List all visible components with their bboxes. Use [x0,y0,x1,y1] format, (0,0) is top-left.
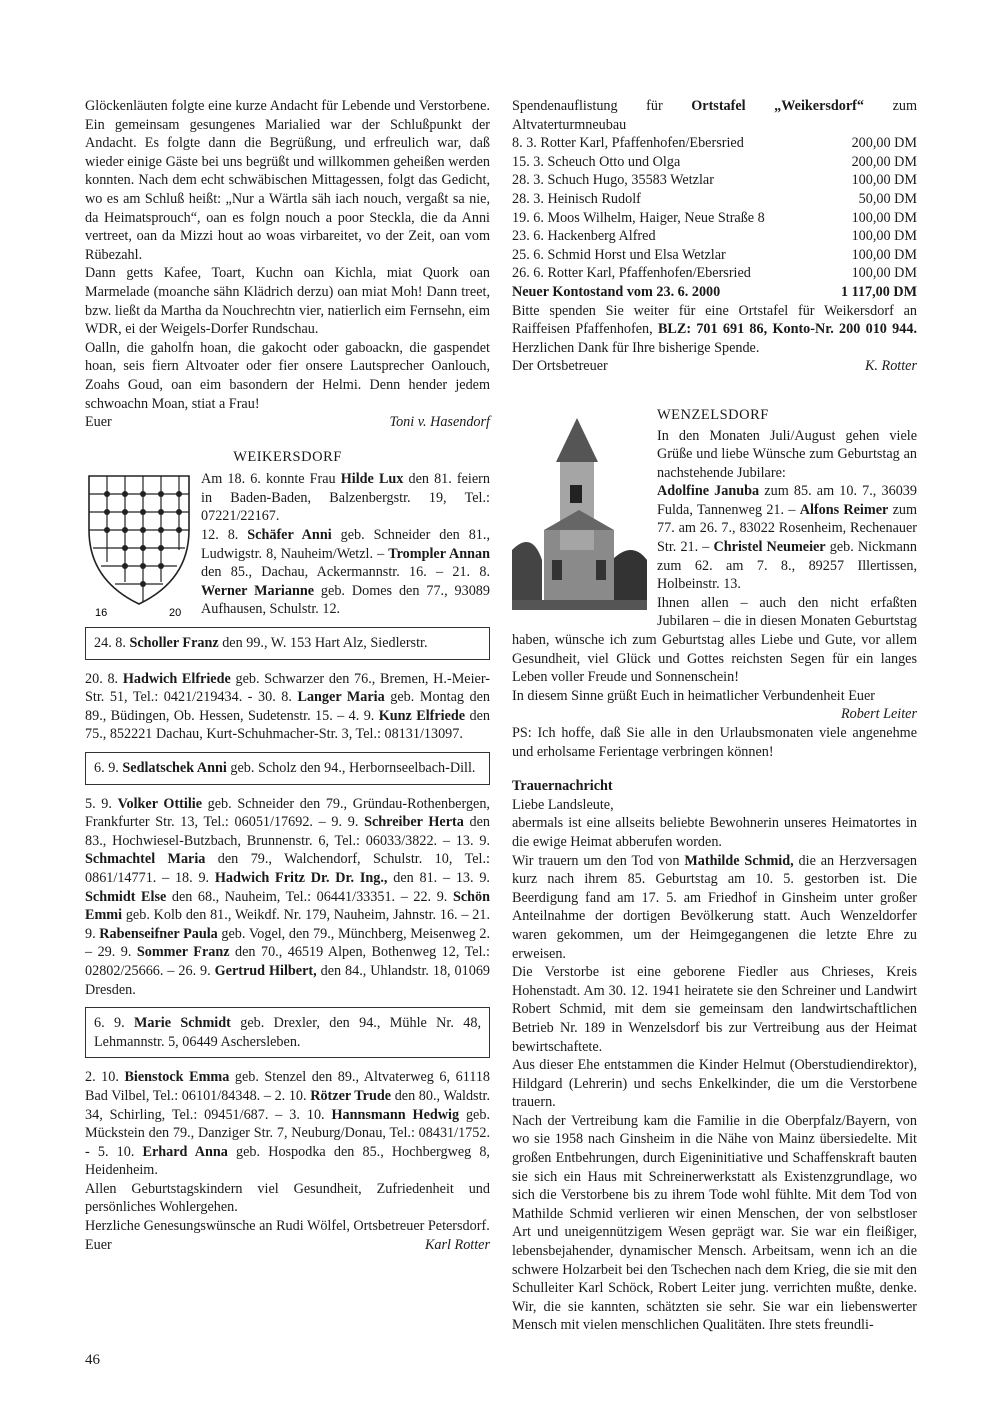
section-title-wenzelsdorf: WENZELSDORF [657,406,769,423]
closing-text: Euer [85,1236,112,1253]
donation-table [512,134,917,301]
donation-intro: Spendenauflistung für Ortstafel „Weikersdorf“ zum Altvaterturmneubau [512,98,917,133]
donation-amount: 100,00 DM [851,246,917,263]
signature: Karl Rotter [424,1236,490,1253]
donation-entry: 15. 3. Scheuch Otto und Olga [512,153,681,170]
signature-line [85,1236,490,1255]
donation-total-row [512,283,917,302]
donation-entry: 23. 6. Hackenberg Alfred [512,228,656,245]
donation-row [512,246,917,265]
intro-paragraph: Glöckenläuten folgte eine kurze Andacht für Lebende und Verstorbene. Ein gemeinsam gesungenes Marialied war der Schlußpunkt der Andacht. Es folgte dann die Begrüßung, und erfreulich war, daß wieder einige Gäste bei uns begrüßt und willkommen geheißen werden konnten. Nach dem echt schwäbischen Mittagessen, folgt das Gedicht, wo es am Schluß heißt: „Nur a Wärtla säh iach nouch, vergaßt sa nie, da Heimatsprouch“, oan es folgn nouch a poor Steckla, die da Anni vertreet, oan da Mizzi hout ao woas virbareitet, vo der Zeit, oan vom Rübezahl. [85,98,490,263]
wenzelsdorf-intro: In den Monaten Juli/August gehen viele Grüße und liebe Wünsche zum Geburtstag an nachstehende Jubilare: [657,427,917,481]
obituary-paragraph: abermals ist eine allseits beliebte Bewohnerin unseres Heimatortes in die ewige Heimat abberufen worden. [512,815,917,850]
donation-entry: 8. 3. Rotter Karl, Pfaffenhofen/Ebersried [512,135,744,152]
crest-year-left: 16 [95,607,108,619]
birthday-entry: 12. 8. Schäfer Anni geb. Schneider den 81., Ludwigstr. 8, Nauheim/Wetzl. – Trompler Annan den 85., Dachau, Ackermannstr. 16. – 21. 8. Werner Marianne geb. Domes den 77., 93089 Aufhausen, Schulstr. 12. [201,527,490,618]
birthday-entry: Adolfine Januba zum 85. am 10. 7., 36039 Fulda, Tannenweg 21. – Alfons Reimer zum 77. am 26. 7., 83022 Rosenheim, Rechenauer Str. 21. – Christel Neumeier geb. Nickmann zum 62. am 7. 8., 89257 Illertissen, Holbeinstr. 13. [657,483,917,593]
total-amount: 1 117,00 DM [840,283,917,300]
donation-amount: 200,00 DM [851,153,917,170]
obituary-paragraph: Wir trauern um den Tod von Mathilde Schmid, die an Herzversagen kurz nach ihrem 85. Geburtstag am 10. 5. gestorben ist. Die Beerdigung fand am 17. 5. am Friedhof in Ginsheim unter großer Anteilnahme der dortigen Bevölkerung statt. Auch Wenzeldorfer waren gekommen, um der Heimgegangenen die letzte Ehre zu erweisen. [512,852,917,962]
donation-amount: 200,00 DM [851,135,917,152]
wishes-text: Allen Geburtstagskindern viel Gesundheit, Zufriedenheit und persönliches Wohlergehen. [85,1180,490,1216]
highlight-box: 6. 9. Marie Schmidt geb. Drexler, den 94., Mühle Nr. 48, Lehmannstr. 5, 06449 Aschersleben. [85,1007,490,1058]
crest-icon [85,470,193,618]
crest-year-right: 20 [169,607,182,619]
donation-amount: 100,00 DM [851,209,917,226]
obituary-paragraph: Aus dieser Ehe entstammen die Kinder Helmut (Oberstudiendirektor), Hildgard (Lehrerin) und sechs Enkelkinder, die um die Verstorbene trauern. [512,1057,917,1111]
church-photo [512,410,647,610]
wenzelsdorf-section [512,406,917,761]
donation-row [512,190,917,209]
birthday-entry: 5. 9. Volker Ottilie geb. Schneider den 79., Gründau-Rothenbergen, Frankfurter Str. 13, Tel.: 06051/17692. – 9. 9. Schreiber Herta den 83., Hochwiesel-Butzbach, Brunnenstr. 6, Tel.: 06033/3822. – 13. 9. Schmachtel Maria den 79., Walchendorf, Schulstr. 10, Tel.: 0861/14771. – 18. 9. Hadwich Fritz Dr. Dr. Ing., den 81. – 13. 9. Schmidt Else den 68., Nauheim, Tel.: 06441/33351. – 22. 9. Schön Emmi geb. Kolb den 81., Weikdf. Nr. 179, Nauheim, Jahnstr. 16. – 21. 9. Rabenseifner Paula geb. Vogel, den 79., Münchberg, Meisenweg 2. – 29. 9. Sommer Franz den 70., 46519 Alpen, Bothenweg 12, Tel.: 02802/25666. – 26. 9. Gertrud Hilbert, den 84., Uhlandstr. 18, 01069 Dresden. [85,795,491,998]
donation-amount: 100,00 DM [851,228,917,245]
donation-amount: 100,00 DM [851,265,917,282]
page-number: 46 [85,1352,100,1368]
donation-amount: 100,00 DM [851,172,917,189]
birthday-entry: 20. 8. Hadwich Elfriede geb. Schwarzer den 76., Bremen, H.-Meier-Str. 51, Tel.: 0421/219434. - 30. 8. Langer Maria geb. Montag den 89., Büdingen, Ob. Hessen, Sudetenstr. 15. – 4. 9. Kunz Elfriede den 75., 852221 Dachau, Kurt-Schuhmacher-Str. 3, Tel.: 08131/13097. [85,670,491,743]
donation-row [512,171,917,190]
closing-text: Euer [85,414,112,431]
donation-row [512,264,917,283]
obituary-salutation: Liebe Landsleute, [512,796,614,813]
intro-signature-line [85,413,490,432]
total-label: Neuer Kontostand vom 23. 6. 2000 [512,283,721,300]
donation-entry: 19. 6. Moos Wilhelm, Haiger, Neue Straße 8 [512,209,765,226]
wishes-text: Herzliche Genesungswünsche an Rudi Wölfel, Ortsbetreuer Petersdorf. [85,1218,490,1235]
donation-row [512,227,917,246]
donation-row [512,153,917,172]
obituary-paragraph: Nach der Vertreibung kam die Familie in die Oberpfalz/Bayern, von wo sie 1958 nach Ginsheim in die Nähe von Mainz übersiedelte. Mit großen Entbehrungen, durch Eigeninitiative und Schaffenskraft bauten sie sich ein Haus mit Schreinerwerkstatt als Existenzgrundlage, wo sich die Verstorbene bis zu ihrem Tode wohl fühlte. Mit dem Tod von Mathilde Schmid verlieren wir einen Menschen, der von selbstloser Art und uneigennützigem Wesen geprägt war. Sie war ein fleißiger, lebensbejahender, dynamischer Mensch. Arbeitsam, wenn ich an die schwere Holzarbeit bei den Tschechen nach dem Krieg, die sie mit den Schulleiter Karl Schöck, Robert Leiter jung. verrichten mußte, denke. Wir, die sie kannten, schätzten sie sehr. Sie war ein liebenswerter Mensch mit vielen menschlichen Qualitäten. Ihre stets freundli- [512,1112,917,1334]
postscript: PS: Ich hoffe, daß Sie alle in den Urlaubsmonaten viele angenehme und erholsame Ferientage verbringen können! [512,725,917,760]
signature: Toni v. Hasendorf [389,414,490,431]
intro-paragraph: Dann getts Kafee, Toart, Kuchn oan Kichla, miat Quork oan Marmelade (moanche sähn Klädrich derzu) oan miat Moh! Dann treet, bzw. ließt da Martha da Nouchrechtn vier, natierlich eim Fernsehn, eim WDR, ei der Weigels-Dorfer Rundschau. [85,265,490,338]
donation-amount: 50,00 DM [858,190,917,207]
highlight-box: 6. 9. Sedlatschek Anni geb. Scholz den 94., Herbornseelbach-Dill. [85,752,490,785]
signature: Robert Leiter [840,706,917,723]
birthday-entry: 2. 10. Bienstock Emma geb. Stenzel den 89., Altvaterweg 6, 61118 Bad Vilbel, Tel.: 06101/84348. – 2. 10. Rötzer Trude den 80., Waldstr. 34, Schirling, Tel.: 09451/687. – 3. 10. Hannsmann Hedwig geb. Mückstein den 79., Danziger Str. 7, Neuburg/Donau, Tel.: 08431/1752. - 5. 10. Erhard Anna geb. Hospodka den 85., Hochbergweg 8, Heidenheim. [85,1069,491,1179]
donation-entry: 28. 3. Schuch Hugo, 35583 Wetzlar [512,172,714,189]
donation-entry: 26. 6. Rotter Karl, Pfaffenhofen/Ebersried [512,265,751,282]
birthday-entry: Am 18. 6. konnte Frau Hilde Lux den 81. feiern in Baden-Baden, Balzenbergstr. 19, Tel.: 07221/22167. [201,471,490,525]
signature: K. Rotter [864,358,917,375]
left-column [85,97,490,1254]
intro-paragraph: Oalln, die gaholfn hoan, die gakocht oder gaboackn, die gaspendet hoan, seis fiern Altvoater oder fier onsere Lautsprecher Oanlouch, Zoahs Goud, oan eim basondern der Helmi. Denn hender jedem schwoachn Moan, stiat a Frau! [85,339,490,412]
donation-entry: 25. 6. Schmid Horst und Elsa Wetzlar [512,246,726,263]
closing-text: Der Ortsbetreuer [512,358,608,375]
weikersdorf-birthdays [85,470,490,619]
right-column [512,97,917,1335]
highlight-box: 24. 8. Scholler Franz den 99., W. 153 Hart Alz, Siedlerstr. [85,627,490,660]
section-title-weikersdorf: WEIKERSDORF [233,448,342,465]
bank-info: Bitte spenden Sie weiter für eine Ortstafel für Weikersdorf an Raiffeisen Pfaffenhofen, BLZ: 701 691 86, Konto-Nr. 200 010 944. Herzlichen Dank für Ihre bisherige Spende. [512,302,917,356]
donation-row [512,209,917,228]
obituary-title: Trauernachricht [512,778,613,795]
obituary-paragraph: Die Verstorbe ist eine geborene Fiedler aus Chrieses, Kreis Hohenstadt. Am 30. 12. 1941 heiratete sie den Schreiner und Landwirt Robert Schmid, mit dem sie gemeinsam den landwirtschaftlichen Betrieb Nr. 189 in Wenzelsdorf bis zur Vertreibung aus der Heimat bewirtschaftete. [512,964,917,1055]
signature-line [512,357,917,376]
donation-entry: 28. 3. Heinisch Rudolf [512,190,641,207]
donation-row [512,134,917,153]
wishes-text: Ihnen allen – auch den nicht erfaßten Jubilaren – die in diesen Monaten Geburtstag haben, wünsche ich zum Geburtstag alles Liebe und Gute, vor allem Gesundheit, viel Glück und Gottes reichsten Segen für ein langes Leben voller Freude und Sonnenschein! [512,594,917,686]
greeting-text: In diesem Sinne grüßt Euch in heimatlicher Verbundenheit Euer [512,687,875,704]
